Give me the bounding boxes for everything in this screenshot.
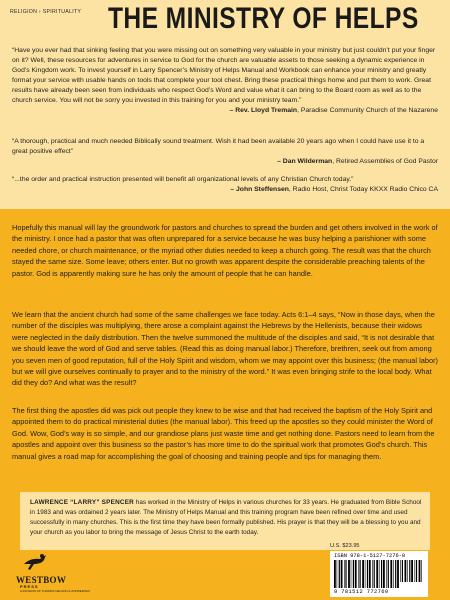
author-bio-text: has worked in the Ministry of Helps in various churches for 33 years. He graduated from Bible School in 1983 and was ordained 2 years later. The Ministry of Helps Manual and this training program have been refined over time and used successfully in many churches. This is the first time they have been formally published. His prayer is that they will be a blessing to you and your church as you labor to bring the message of Jesus Christ to the earth today. <box>30 499 422 536</box>
barcode <box>330 551 428 597</box>
endorsement-quote <box>12 137 438 167</box>
leaping-figure-icon <box>20 552 50 574</box>
quote-attribution <box>12 185 438 195</box>
publisher-name: WESTBOW <box>16 575 67 585</box>
quote-attribution <box>12 157 438 167</box>
quote-author: – Dan Wilderman <box>277 158 333 165</box>
author-bio-box <box>20 492 430 550</box>
quote-affiliation: , Paradise Community Church of the Nazarene <box>297 107 438 114</box>
publisher-division-text: A DIVISION OF THOMAS NELSON & ZONDERVAN <box>20 589 90 593</box>
body-paragraph: We learn that the ancient church had some of the same challenges we face today. Acts 6:1–4 says, “Now in those days, when the number of the disciples was multiplying, there arose a complaint against the Hebrews by the Hellenists, because their widows were neglected in the daily distribution. Then the twelve summoned the multitude of the disciples and said, “It is not desirable that we should leave the word of God and serve tables. (Read this as doing manual labor.) Therefore, brethren, seek out from among you seven men of good reputation, full of the Holy Spirit and wisdom, whom we may appoint over this business; (the manual labor) but we will give ourselves continually to prayer and to the ministry of the word.” It was even bringing strife to the local body. What did they do? And what was the result? <box>12 310 439 388</box>
category-label: RELIGION › SPIRITUALITY <box>10 9 82 15</box>
endorsement-quote <box>12 175 438 195</box>
quote-author: – Rev. Lloyd Tremain <box>229 107 298 114</box>
body-paragraph: Hopefully this manual will lay the groundwork for pastors and churches to spread the burden and get others involved in the work of the ministry. I once had a pastor that was often unprepared for a service because he was busy helping a parishioner with some needed chore, or church maintenance, or the myriad other duties needed to keep a church going. The result was that the church stayed the same size. Some leave; others enter. But no growth was apparent despite the considerable preaching talents of the pastor. God is apparently making sure he has only the amount of people that he can handle. <box>12 223 438 278</box>
publisher-division <box>20 584 90 593</box>
quote-affiliation: , Retired Assemblies of God Pastor <box>332 158 438 165</box>
author-name: LAWRENCE “LARRY” SPENCER <box>30 499 134 506</box>
isbn-text: ISBN 978-1-5127-7276-0 <box>334 553 406 559</box>
body-paragraph: The first thing the apostles did was pick out people they knew to be wise and that had received the baptism of the Holy Spirit and appointed them to do practical ministerial duties (the manual labor). This freed up the apostles so they could minister the Word of God. Wow, God’s way is so simple, and our grandiose plans just waste time and get nothing done. Pastors need to learn from the apostles and appoint over this business so the pastor’s has more time to do the spiritual work that promotes God’s church. This manual gives a road map for accomplishing the goal of choosing and training people and tips for managing them. <box>12 406 435 461</box>
quote-text: “Have you ever had that sinking feeling that you were missing out on something very valuable in your ministry but just couldn’t put your finger on it? Well, these resources for adventures in service to God for the church are valuable assets to those seeking a dynamic experience in God’s Kingdom work. To invest yourself in Larry Spencer’s Ministry of Helps Manual and Workbook can enhance your ministry and greatly format your service with usable hands on tools that complete your tool chest. Bring these practical things home and put them to work. Great results have already been seen from individuals who respect God’s Word and value what it can bring to the Board room as well as to the church service. You will not be sorry you invested in this training for you and your ministry team.” <box>12 47 436 104</box>
quote-author: – John Steffensen <box>230 186 289 193</box>
book-title: THE MINISTRY OF HELPS <box>108 2 419 35</box>
quote-text: “...the order and practical instruction presented will benefit all organizational levels of any Christian Church today.” <box>12 176 354 183</box>
barcode-bars <box>334 560 424 588</box>
quote-affiliation: , Radio Host, Christ Today KKXX Radio Chico CA <box>288 186 438 193</box>
endorsement-quote <box>12 46 438 116</box>
ean-text: 9 781512 772760 <box>334 589 389 595</box>
quote-attribution <box>12 106 438 116</box>
publisher-press: PRESS <box>20 584 39 589</box>
author-bio <box>30 498 422 538</box>
publisher-logo <box>14 552 90 596</box>
price-label: U.S. $23.95 <box>330 543 360 549</box>
quote-text: “A thorough, practical and much needed Biblically sound treatment. Wish it had been available 20 years ago when I could have use it to a great positive effect” <box>12 138 425 155</box>
